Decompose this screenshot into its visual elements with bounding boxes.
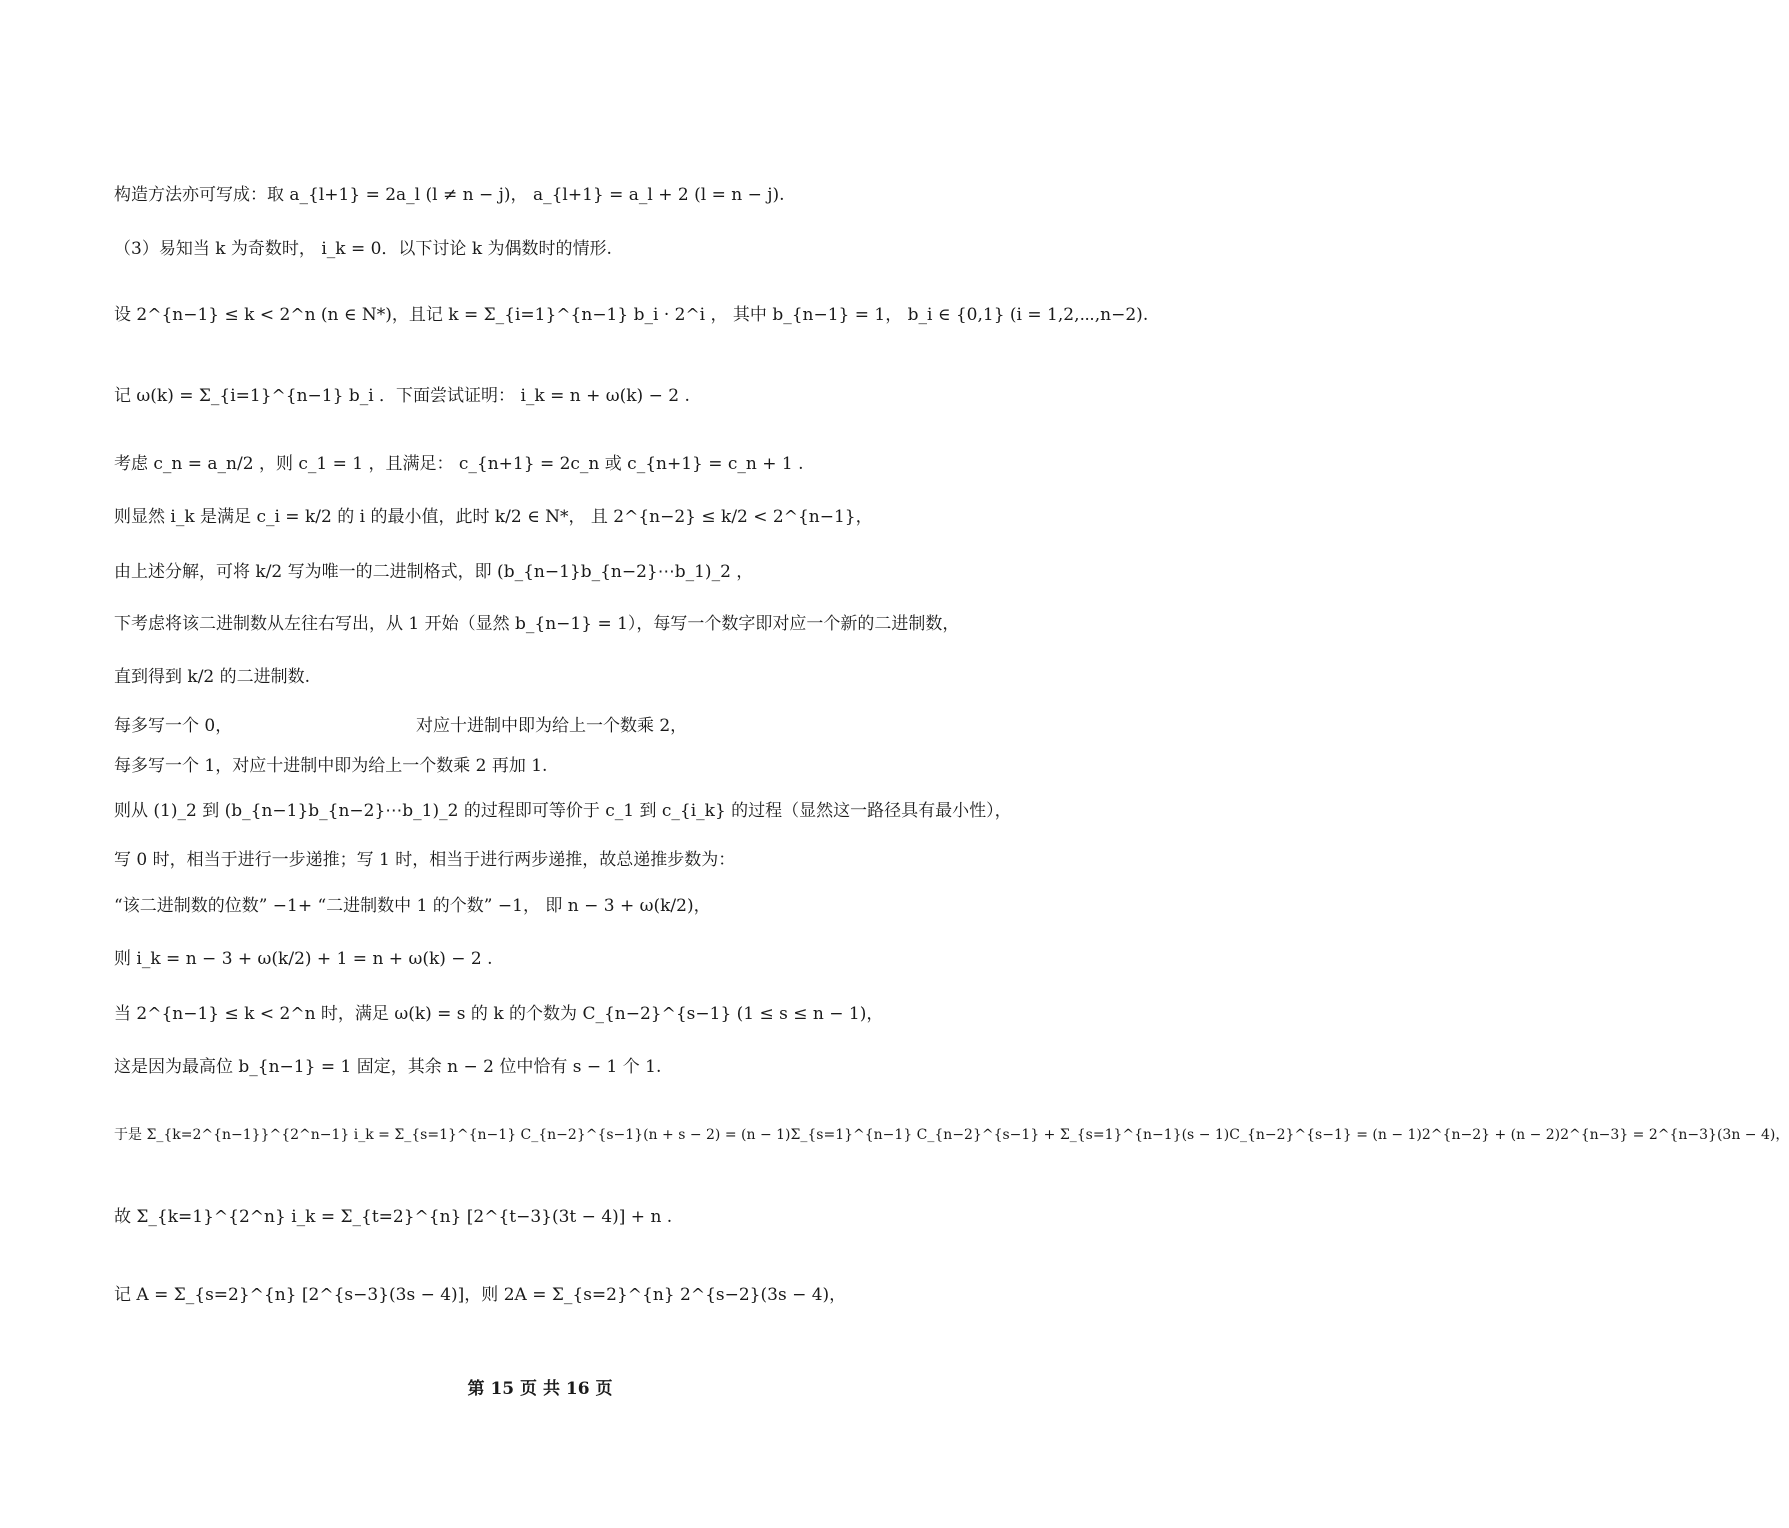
text-line-2: （3）易知当 k 为奇数时， i_k = 0．以下讨论 k 为偶数时的情形.: [114, 239, 612, 259]
text-line-20: 记 A = Σ_{s=2}^{n} [2^{s−3}(3s − 4)]，则 2A = Σ_{s=2}^{n} 2^{s−2}(3s − 4)，: [114, 1285, 847, 1305]
text-line-5: 考虑 c_n = a_n/2 ，则 c_1 = 1 ，且满足： c_{n+1} = 2c_n 或 c_{n+1} = c_n + 1 .: [114, 454, 804, 474]
text-line-6: 则显然 i_k 是满足 c_i = k/2 的 i 的最小值，此时 k/2 ∈ N*， 且 2^{n−2} ≤ k/2 < 2^{n−1}，: [114, 507, 873, 527]
text-line-3: 设 2^{n−1} ≤ k < 2^n (n ∈ N*)，且记 k = Σ_{i=1}^{n−1} b_i · 2^i ， 其中 b_{n−1} = 1， b_i ∈ {0,1} (i = 1,2,⋯,n−2).: [114, 305, 1149, 325]
text-line-8: 下考虑将该二进制数从左往右写出，从 1 开始（显然 b_{n−1} = 1），每写一个数字即对应一个新的二进制数，: [114, 614, 960, 634]
text-line-17: 这是因为最高位 b_{n−1} = 1 固定，其余 n − 2 位中恰有 s − 1 个 1.: [114, 1057, 662, 1077]
text-line-7: 由上述分解，可将 k/2 写为唯一的二进制格式，即 (b_{n−1}b_{n−2}⋯b_1)_2 ，: [114, 562, 754, 582]
text-line-16: 当 2^{n−1} ≤ k < 2^n 时，满足 ω(k) = s 的 k 的个数为 C_{n−2}^{s−1} (1 ≤ s ≤ n − 1)，: [114, 1004, 884, 1024]
text-line-9: 直到得到 k/2 的二进制数.: [114, 667, 311, 687]
text-line-4: 记 ω(k) = Σ_{i=1}^{n−1} b_i ．下面尝试证明： i_k = n + ω(k) − 2 .: [114, 386, 690, 406]
text-line-1: 构造方法亦可写成：取 a_{l+1} = 2a_l (l ≠ n − j)， a_{l+1} = a_l + 2 (l = n − j).: [114, 185, 785, 205]
text-line-14: “该二进制数的位数” −1+ “二进制数中 1 的个数” −1， 即 n − 3 + ω(k/2)，: [114, 896, 711, 916]
text-line-11: 每多写一个 1，对应十进制中即为给上一个数乘 2 再加 1.: [114, 756, 548, 776]
text-line-15: 则 i_k = n − 3 + ω(k/2) + 1 = n + ω(k) − 2 .: [114, 949, 493, 969]
text-line-10: 每多写一个 0， 对应十进制中即为给上一个数乘 2，: [114, 716, 688, 736]
text-line-13: 写 0 时，相当于进行一步递推；写 1 时，相当于进行两步递推，故总递推步数为：: [114, 850, 736, 870]
text-line-12: 则从 (1)_2 到 (b_{n−1}b_{n−2}⋯b_1)_2 的过程即可等价于 c_1 到 c_{i_k} 的过程（显然这一路径具有最小性），: [114, 801, 1012, 821]
text-line-19: 故 Σ_{k=1}^{2^n} i_k = Σ_{t=2}^{n} [2^{t−3}(3t − 4)] + n .: [114, 1207, 673, 1227]
page-footer: 第 15 页 共 16 页: [467, 1379, 613, 1399]
text-line-18: 于是 Σ_{k=2^{n−1}}^{2^n−1} i_k = Σ_{s=1}^{n−1} C_{n−2}^{s−1}(n + s − 2) = (n − 1)Σ_{s=1}^{n−1} C_{n−2}^{s−1} + Σ_{s=1}^{n−1}(s − 1)C_{n−2}^{s−1} = (n − 1)2^{n−2} + (n − 2)2^{n−3} = 2^{n−3}(3n − 4)，: [114, 1127, 1789, 1143]
